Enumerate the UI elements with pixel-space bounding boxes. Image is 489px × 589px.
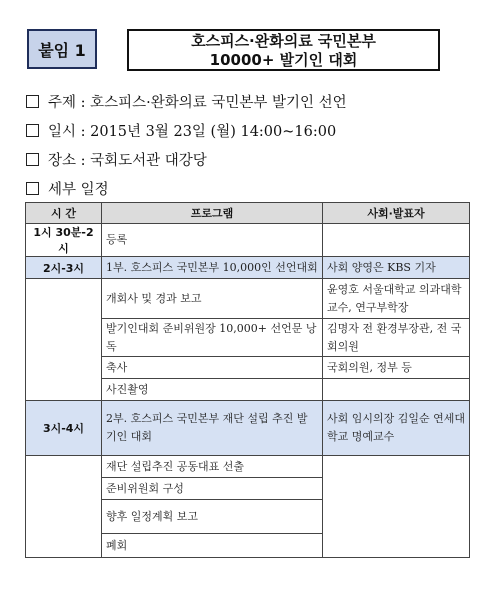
item-datetime-label: 일시 : 2015년 3월 23일 (월) 14:00~16:00 xyxy=(48,124,337,140)
program-cell: 폐회 xyxy=(102,534,323,558)
document-title xyxy=(127,29,440,71)
table-row xyxy=(26,257,470,279)
table-row xyxy=(26,224,470,257)
speaker-cell: 사회 임시의장 김일순 연세대학교 명예교수 xyxy=(323,401,470,456)
attachment-label: 붙임 1 xyxy=(27,29,97,69)
speaker-cell: 윤영호 서울대학교 의과대학 교수, 연구부학장 xyxy=(323,279,470,319)
speaker-cell xyxy=(323,224,470,257)
speaker-cell xyxy=(323,379,470,401)
program-cell: 등록 xyxy=(102,224,323,257)
table-row xyxy=(26,401,470,456)
program-cell: 1부. 호스피스 국민본부 10,000인 선언대회 xyxy=(102,257,323,279)
title-line-2: 10000+ 발기인 대회 xyxy=(209,51,358,69)
speaker-cell-empty xyxy=(323,456,470,558)
time-cell: 1시 30분-2시 xyxy=(26,224,102,257)
program-cell: 준비위원회 구성 xyxy=(102,478,323,500)
table-header-row xyxy=(26,203,470,224)
item-schedule xyxy=(26,178,109,199)
time-cell-empty xyxy=(26,279,102,401)
time-cell: 2시-3시 xyxy=(26,257,102,279)
schedule-table xyxy=(25,202,470,558)
program-cell: 사진촬영 xyxy=(102,379,323,401)
program-cell: 발기인대회 준비위원장 10,000+ 선언문 낭독 xyxy=(102,319,323,357)
program-cell: 2부. 호스피스 국민본부 재단 설립 추진 발기인 대회 xyxy=(102,401,323,456)
checkbox-icon xyxy=(26,124,39,137)
item-topic xyxy=(26,91,347,112)
item-venue-label: 장소 : 국회도서관 대강당 xyxy=(48,153,207,169)
header-program: 프로그램 xyxy=(102,203,323,224)
title-line-1: 호스피스·완화의료 국민본부 xyxy=(191,32,376,50)
table-row xyxy=(26,456,470,478)
item-datetime xyxy=(26,120,336,141)
program-cell: 축사 xyxy=(102,357,323,379)
time-cell: 3시-4시 xyxy=(26,401,102,456)
checkbox-icon xyxy=(26,182,39,195)
program-cell: 향후 일정계획 보고 xyxy=(102,500,323,534)
time-cell-empty xyxy=(26,456,102,558)
program-cell: 개회사 및 경과 보고 xyxy=(102,279,323,319)
program-cell: 재단 설립추진 공동대표 선출 xyxy=(102,456,323,478)
item-topic-label: 주제 : 호스피스·완화의료 국민본부 발기인 선언 xyxy=(48,95,347,111)
checkbox-icon xyxy=(26,95,39,108)
speaker-cell: 김명자 전 환경부장관, 전 국회의원 xyxy=(323,319,470,357)
speaker-cell: 사회 양영은 KBS 기자 xyxy=(323,257,470,279)
item-venue xyxy=(26,149,207,170)
header-speaker: 사회·발표자 xyxy=(323,203,470,224)
speaker-cell: 국회의원, 정부 등 xyxy=(323,357,470,379)
checkbox-icon xyxy=(26,153,39,166)
header-time: 시 간 xyxy=(26,203,102,224)
table-row xyxy=(26,279,470,319)
item-schedule-label: 세부 일정 xyxy=(48,182,109,198)
